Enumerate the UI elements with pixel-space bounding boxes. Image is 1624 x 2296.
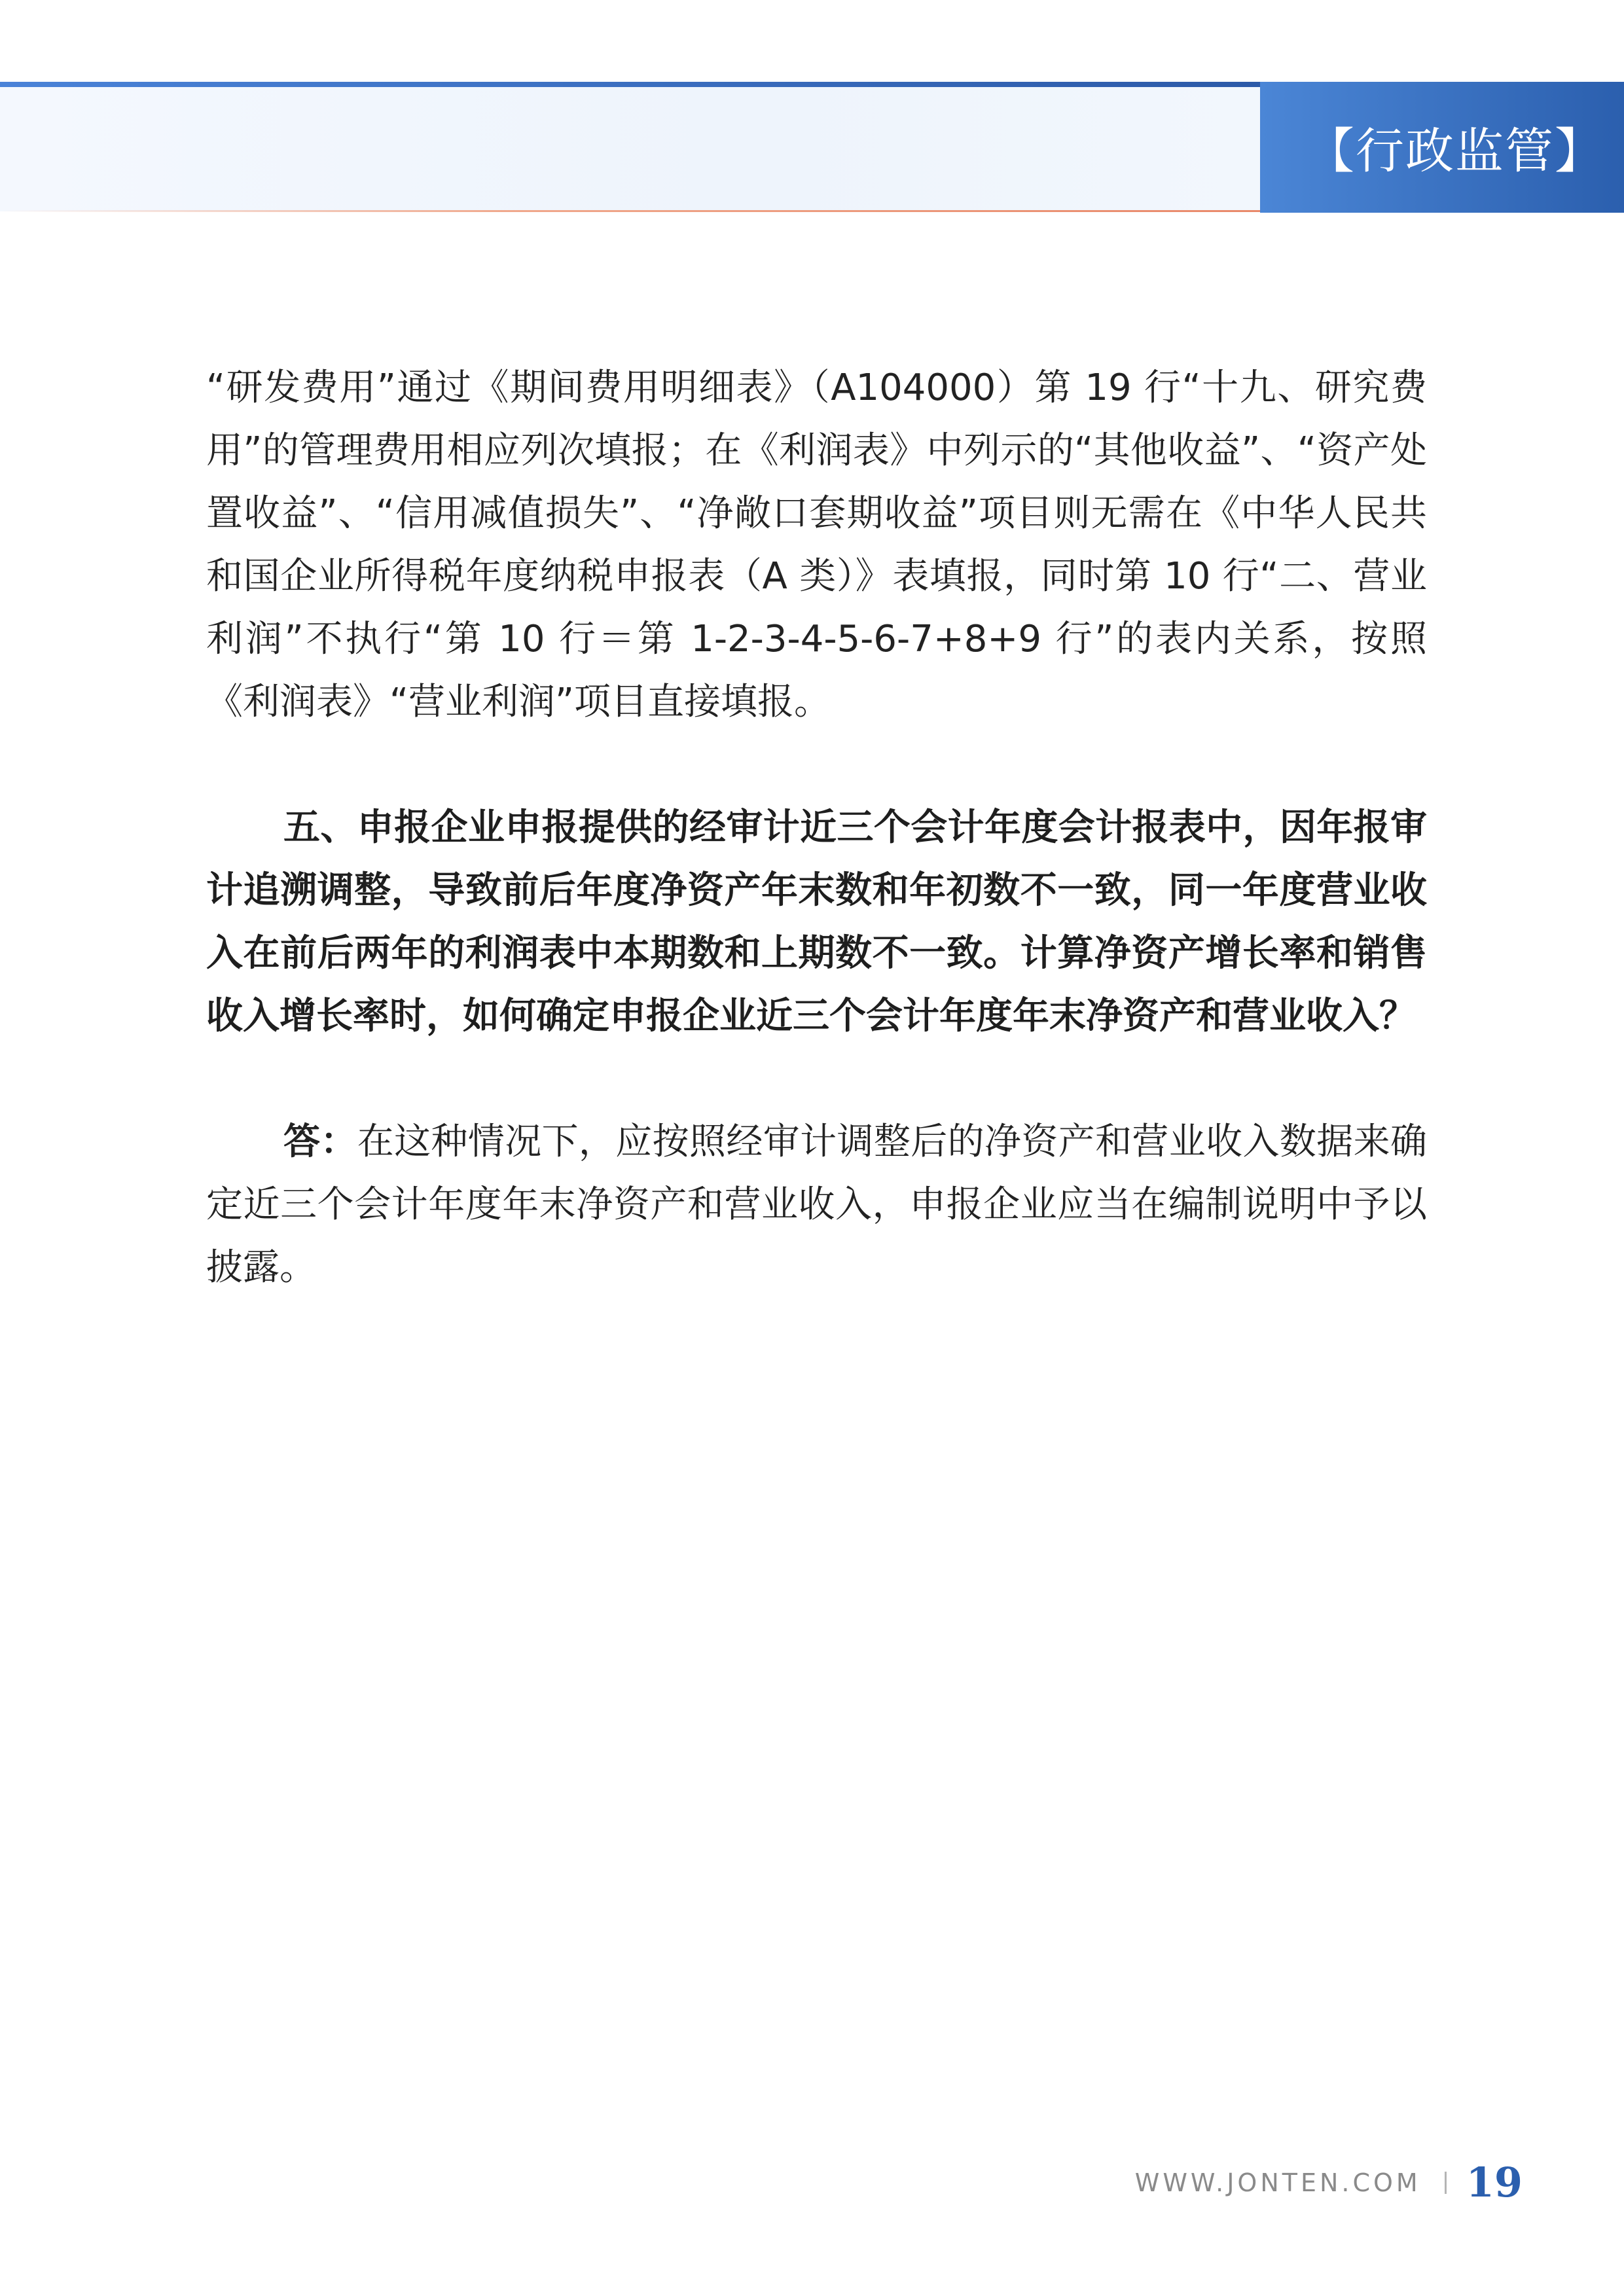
page-footer bbox=[1135, 2159, 1523, 2206]
section-tab-label: 【行政监管】 bbox=[1306, 123, 1604, 179]
page-number: 19 bbox=[1466, 2159, 1523, 2206]
question-heading: 五、申报企业申报提供的经审计近三个会计年度会计报表中，因年报审计追溯调整，导致前后年度净资产年末数和年初数不一致，同一年度营业收入在前后两年的利润表中本期数和上期数不一致。计算净资产增长率和销售收入增长率时，如何确定申报企业近三个会计年度年末净资产和营业收入？ bbox=[206, 806, 1427, 1037]
header-band bbox=[0, 87, 1260, 211]
footer-website: WWW.JONTEN.COM bbox=[1134, 2168, 1421, 2197]
answer-label: 答： bbox=[283, 1121, 357, 1163]
section-tab bbox=[1260, 82, 1624, 213]
answer-text: 在这种情况下，应按照经审计调整后的净资产和营业收入数据来确定近三个会计年度年末净资产和营业收入，申报企业应当在编制说明中予以披露。 bbox=[206, 1121, 1428, 1289]
header-underline bbox=[0, 210, 1260, 212]
footer-divider bbox=[1445, 2172, 1447, 2194]
main-content bbox=[206, 357, 1427, 1299]
answer-paragraph bbox=[206, 1111, 1427, 1299]
body-paragraph: “研发费用”通过《期间费用明细表》（A104000）第 19 行“十九、研究费用”的管理费用相应列次填报；在《利润表》中列示的“其他收益”、“资产处置收益”、“信用减值损失”、“净敞口套期收益”项目则无需在《中华人民共和国企业所得税年度纳税申报表（A 类）》表填报，同时第 10 行“二、营业利润”不执行“第 10 行＝第 1-2-3-4-5-6-7+8+9 行”的表内关系，按照《利润表》“营业利润”项目直接填报。 bbox=[206, 367, 1427, 723]
header-top-rule bbox=[0, 82, 1260, 87]
